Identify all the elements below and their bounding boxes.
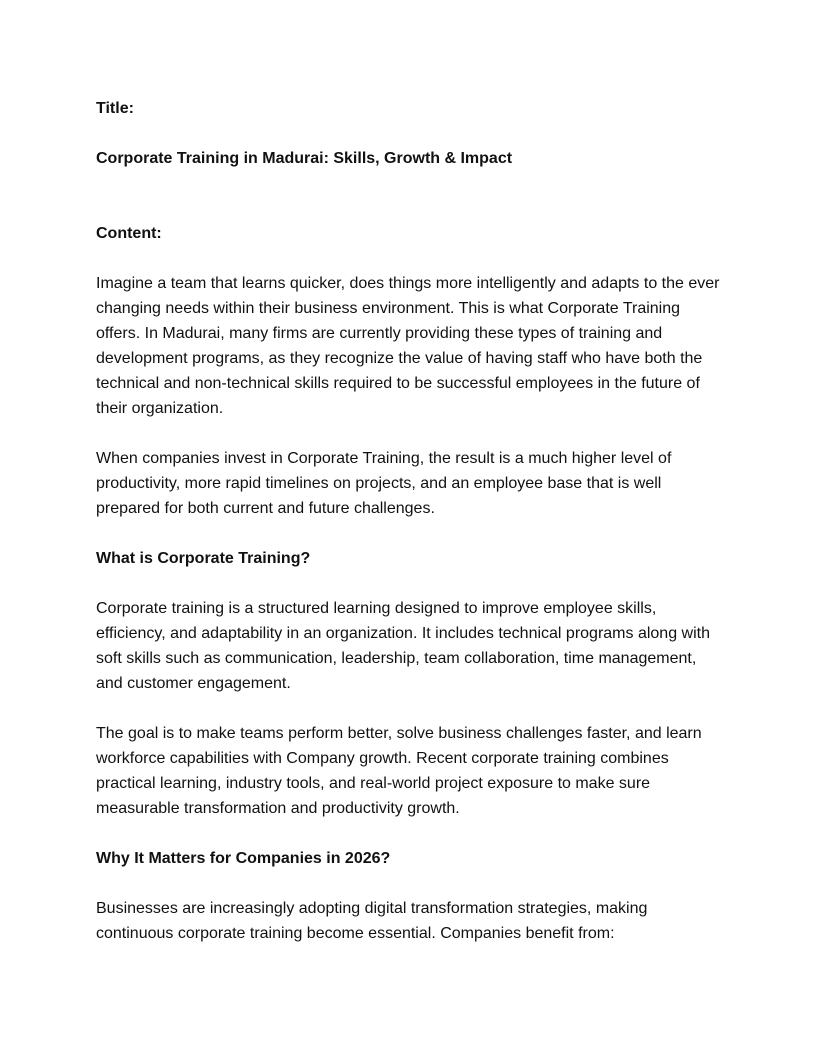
section-heading-why-it-matters: Why It Matters for Companies in 2026?	[96, 850, 391, 867]
document-page	[96, 96, 726, 946]
title-label: Title:	[96, 100, 134, 117]
section-what-is-paragraph-2: The goal is to make teams perform better, solve business challenges faster, and learn workforce capabilities with Company growth. Recent corporate training combines practical learning, industry tools, and real-world project exposure to make sure measurable transformation and productivity growth.	[96, 725, 702, 817]
intro-paragraph-1: Imagine a team that learns quicker, does things more intelligently and adapts to the ever changing needs within their business environment. This is what Corporate Training offers. In Madurai, many firms are currently providing these types of training and development programs, as they recognize the value of having staff who have both the technical and non-technical skills required to be successful employees in the future of their organization.	[96, 275, 720, 417]
document-title: Corporate Training in Madurai: Skills, Growth & Impact	[96, 150, 513, 167]
intro-paragraph-2: When companies invest in Corporate Training, the result is a much higher level of productivity, more rapid timelines on projects, and an employee base that is well prepared for both current and future challenges.	[96, 450, 672, 517]
section-heading-what-is: What is Corporate Training?	[96, 550, 311, 567]
section-what-is-paragraph-1: Corporate training is a structured learning designed to improve employee skills, efficiency, and adaptability in an organization. It includes technical programs along with soft skills such as communication, leadership, team collaboration, time management, and customer engagement.	[96, 600, 710, 692]
content-label: Content:	[96, 225, 162, 242]
section-why-paragraph-1: Businesses are increasingly adopting digital transformation strategies, making continuous corporate training become essential. Companies benefit from:	[96, 900, 648, 942]
